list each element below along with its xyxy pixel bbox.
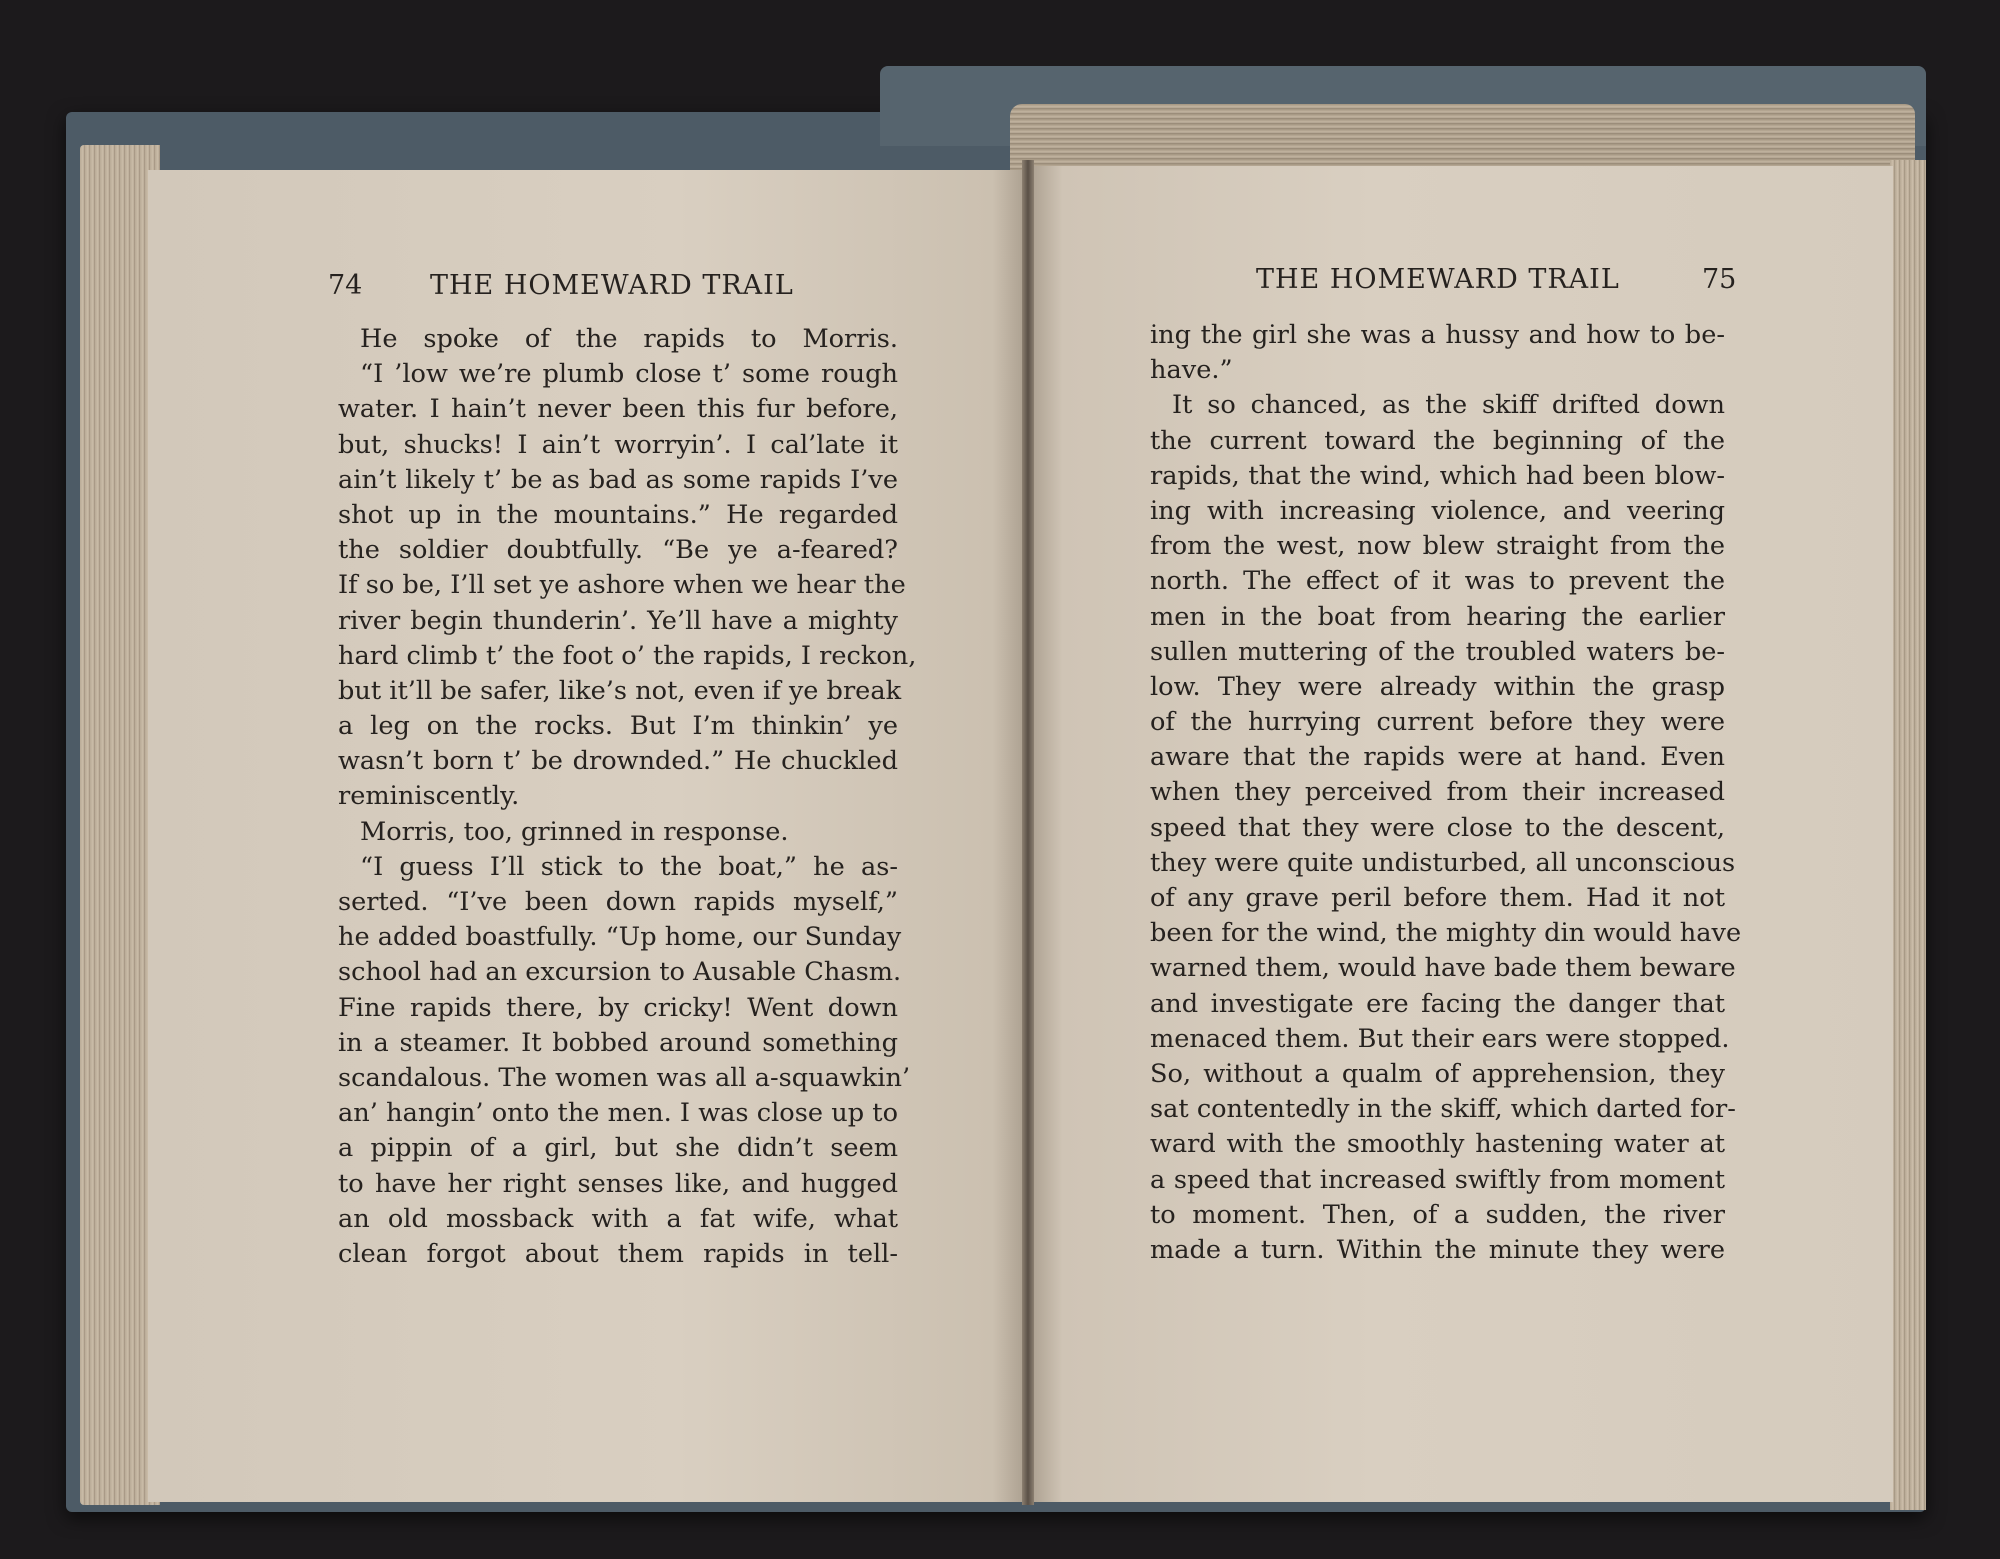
- text-line: ing the girl she was a hussy and how to be-: [1150, 320, 1725, 350]
- book-gutter: [1022, 160, 1034, 1505]
- text-line: but it’ll be safer, like’s not, even if ye break: [338, 675, 902, 706]
- page-text: [338, 322, 917, 1272]
- text-line: menaced them. But their ears were stopped.: [1150, 1023, 1730, 1054]
- right-page: [1028, 166, 1893, 1502]
- text-line: a pippin of a girl, but she didn’t seem: [338, 1133, 898, 1164]
- text-line: a leg on the rocks. But I’m thinkin’ ye: [338, 711, 898, 742]
- text-line: warned them, would have bade them beware: [1150, 953, 1736, 984]
- text-line: an’ hangin’ onto the men. I was close up to: [338, 1098, 898, 1129]
- page-text: [1150, 318, 1742, 1268]
- text-line: Morris, too, grinned in response.: [360, 816, 789, 847]
- text-line: from the west, now blew straight from the: [1150, 531, 1725, 562]
- text-line: of any grave peril before them. Had it not: [1150, 883, 1725, 913]
- text-line: low. They were already within the grasp: [1150, 671, 1725, 702]
- text-line: been for the wind, the mighty din would have: [1150, 918, 1742, 949]
- right-page-edges-top: [1010, 104, 1915, 170]
- text-line: So, without a qualm of apprehension, they: [1150, 1058, 1725, 1089]
- text-line: water. I hain’t never been this fur before,: [338, 394, 898, 425]
- text-line: but, shucks! I ain’t worryin’. I cal’late it: [338, 429, 898, 460]
- text-line: He spoke of the rapids to Morris.: [360, 324, 898, 354]
- text-line: scandalous. The women was all a-squawkin’: [338, 1062, 911, 1093]
- text-line: of the hurrying current before they were: [1150, 707, 1725, 738]
- text-line: aware that the rapids were at hand. Even: [1150, 742, 1725, 773]
- text-line: shot up in the mountains.” He regarded: [338, 499, 898, 530]
- text-line: speed that they were close to the descent,: [1150, 812, 1725, 843]
- text-line: in a steamer. It bobbed around something: [338, 1027, 898, 1058]
- text-line: school had an excursion to Ausable Chasm.: [338, 957, 902, 988]
- text-line: men in the boat from hearing the earlier: [1150, 601, 1725, 632]
- page-number: 75: [1702, 264, 1737, 295]
- text-line: to have her right senses like, and hugged: [338, 1168, 898, 1199]
- text-line: the current toward the beginning of the: [1150, 425, 1725, 456]
- text-line: If so be, I’ll set ye ashore when we hear the: [338, 570, 906, 601]
- text-line: ing with increasing violence, and veering: [1150, 495, 1725, 526]
- right-page-edges: [1890, 160, 1926, 1510]
- text-line: north. The effect of it was to prevent the: [1150, 566, 1725, 597]
- text-line: river begin thunderin’. Ye’ll have a mighty: [338, 605, 898, 636]
- text-line: an old mossback with a fat wife, what: [338, 1203, 898, 1234]
- text-line: to moment. Then, of a sudden, the river: [1150, 1199, 1725, 1230]
- text-line: It so chanced, as the skiff drifted down: [1172, 390, 1725, 421]
- text-line: they were quite undisturbed, all unconscious: [1150, 847, 1736, 878]
- text-line: reminiscently.: [338, 781, 520, 812]
- page-number: 74: [328, 270, 363, 301]
- text-line: clean forgot about them rapids in tell-: [338, 1238, 898, 1269]
- text-line: serted. “I’ve been down rapids myself,”: [338, 887, 898, 917]
- text-line: sat contentedly in the skiff, which darted for-: [1150, 1094, 1736, 1125]
- left-page: [148, 170, 1028, 1502]
- text-line: and investigate ere facing the danger that: [1150, 988, 1725, 1019]
- text-line: ward with the smoothly hastening water at: [1150, 1129, 1725, 1160]
- text-line: ain’t likely t’ be as bad as some rapids I’ve: [338, 464, 898, 495]
- text-line: made a turn. Within the minute they were: [1150, 1234, 1725, 1265]
- text-line: “I guess I’ll stick to the boat,” he as-: [360, 851, 898, 882]
- text-line: wasn’t born t’ be drownded.” He chuckled: [338, 746, 898, 777]
- text-line: a speed that increased swiftly from moment: [1150, 1164, 1725, 1195]
- text-line: rapids, that the wind, which had been blow-: [1150, 460, 1725, 491]
- text-line: sullen muttering of the troubled waters be-: [1150, 636, 1725, 667]
- text-line: he added boastfully. “Up home, our Sunday: [338, 922, 902, 953]
- text-line: when they perceived from their increased: [1150, 777, 1725, 808]
- text-line: have.”: [1150, 355, 1233, 386]
- running-head: THE HOMEWARD TRAIL: [1256, 264, 1620, 295]
- running-head: THE HOMEWARD TRAIL: [430, 270, 794, 301]
- text-line: the soldier doubtfully. “Be ye a-feared?: [338, 535, 898, 566]
- text-line: Fine rapids there, by cricky! Went down: [338, 992, 898, 1023]
- text-line: “I ’low we’re plumb close t’ some rough: [360, 359, 898, 390]
- text-line: hard climb t’ the foot o’ the rapids, I reckon,: [338, 640, 917, 671]
